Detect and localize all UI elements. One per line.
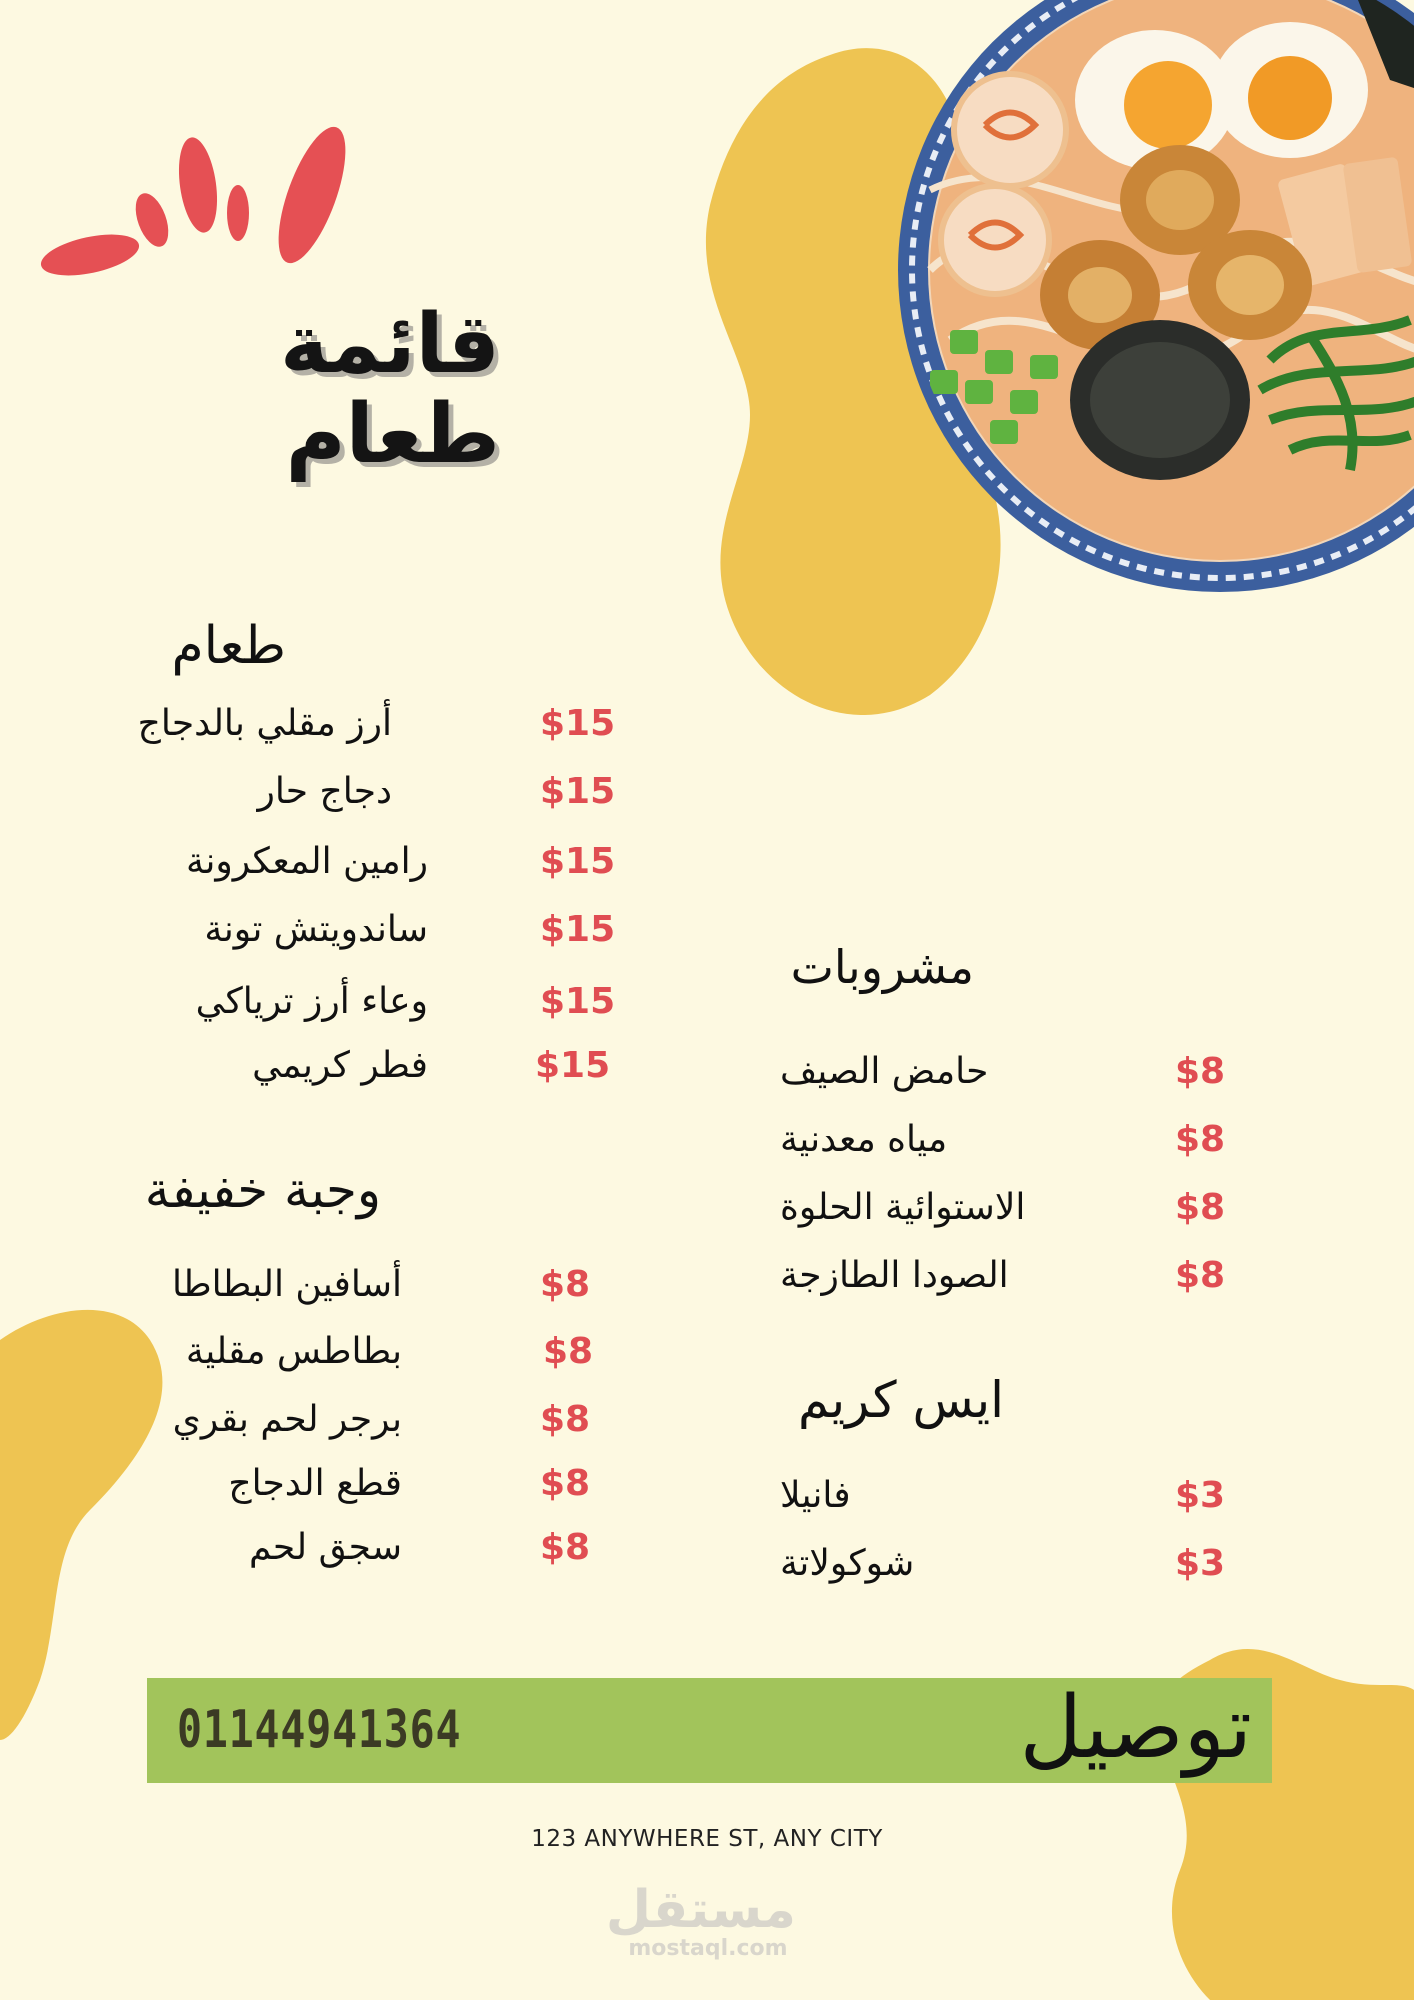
- item-price: $8: [540, 1399, 591, 1440]
- list-item: [140, 832, 616, 892]
- item-name: ساندويتش تونة: [204, 909, 428, 950]
- item-name: شوكولاتة: [780, 1543, 915, 1584]
- list-item: [775, 1110, 1235, 1170]
- item-price: $3: [1175, 1543, 1226, 1584]
- item-price: $8: [1175, 1119, 1226, 1160]
- list-item: [140, 972, 616, 1032]
- item-name: الاستوائية الحلوة: [780, 1187, 1026, 1228]
- list-item: [140, 1036, 611, 1096]
- item-name: الصودا الطازجة: [780, 1255, 1009, 1296]
- list-item: [775, 1178, 1235, 1238]
- list-item: [140, 1518, 600, 1578]
- item-price: $8: [543, 1331, 594, 1372]
- item-price: $15: [540, 909, 616, 950]
- list-item: [140, 1255, 600, 1315]
- item-name: قطع الدجاج: [228, 1463, 402, 1504]
- watermark-logo-arabic: مستقل: [605, 1880, 796, 1940]
- list-item: [140, 1454, 600, 1514]
- menu-title: قائمة طعام: [280, 297, 500, 483]
- item-price: $8: [1175, 1255, 1226, 1296]
- list-item: [775, 1534, 1235, 1594]
- list-item: [140, 1322, 600, 1382]
- delivery-phone-number[interactable]: 01144941364: [177, 1700, 462, 1760]
- item-price: $8: [540, 1527, 591, 1568]
- snack-section-heading: وجبة خفيفة: [144, 1161, 381, 1219]
- item-price: $15: [540, 981, 616, 1022]
- item-price: $15: [540, 771, 616, 812]
- item-name: دجاج حار: [257, 771, 392, 812]
- list-item: [140, 1390, 600, 1450]
- item-name: مياه معدنية: [780, 1119, 948, 1160]
- item-name: أرز مقلي بالدجاج: [137, 703, 392, 744]
- item-price: $8: [1175, 1187, 1226, 1228]
- list-item: [775, 1246, 1235, 1306]
- drinks-section-heading: مشروبات: [790, 940, 974, 994]
- item-name: فطر كريمي: [252, 1045, 428, 1086]
- item-name: برجر لحم بقري: [172, 1399, 402, 1440]
- item-name: أسافين البطاطا: [171, 1264, 402, 1305]
- item-price: $15: [540, 703, 616, 744]
- item-price: $8: [540, 1264, 591, 1305]
- food-section-heading: طعام: [171, 616, 286, 676]
- item-name: بطاطس مقلية: [185, 1331, 402, 1372]
- list-item: [775, 1042, 1235, 1102]
- item-price: $8: [540, 1463, 591, 1504]
- item-name: رامين المعكرونة: [186, 841, 428, 882]
- ramen-bowl-photo: [890, 0, 1414, 600]
- list-item: [140, 900, 616, 960]
- icecream-section-heading: ايس كريم: [797, 1371, 1004, 1429]
- list-item: [775, 1466, 1235, 1526]
- list-item: [140, 762, 616, 822]
- address: 123 ANYWHERE ST, ANY CITY: [531, 1826, 883, 1852]
- red-splash-decoration: [20, 125, 360, 295]
- item-price: $15: [535, 1045, 611, 1086]
- item-name: وعاء أرز ترياكي: [195, 981, 428, 1022]
- item-price: $15: [540, 841, 616, 882]
- watermark-logo-latin: mostaql.com: [628, 1936, 788, 1961]
- item-name: فانيلا: [780, 1475, 851, 1516]
- delivery-bar: [147, 1678, 1272, 1783]
- item-price: $8: [1175, 1051, 1226, 1092]
- item-name: سجق لحم: [248, 1527, 402, 1568]
- item-name: حامض الصيف: [780, 1051, 989, 1092]
- list-item: [137, 694, 616, 754]
- item-price: $3: [1175, 1475, 1226, 1516]
- delivery-label: توصيل: [1019, 1678, 1252, 1778]
